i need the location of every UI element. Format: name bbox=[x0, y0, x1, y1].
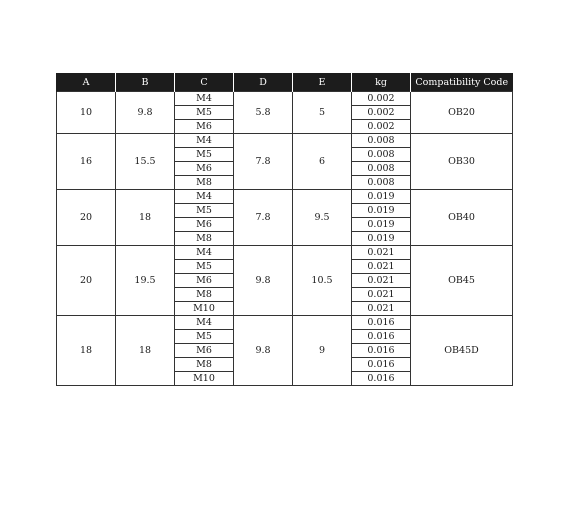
cell-b: 18 bbox=[116, 190, 175, 246]
cell-c: M5 bbox=[175, 106, 234, 120]
table-row bbox=[57, 316, 513, 330]
cell-d: 7.8 bbox=[234, 190, 293, 246]
cell-d: 5.8 bbox=[234, 92, 293, 134]
cell-kg: 0.008 bbox=[352, 134, 411, 148]
cell-e: 6 bbox=[293, 134, 352, 190]
cell-c: M6 bbox=[175, 344, 234, 358]
cell-d: 9.8 bbox=[234, 246, 293, 316]
cell-kg: 0.016 bbox=[352, 372, 411, 386]
cell-compatibility-code: OB40 bbox=[411, 190, 513, 246]
cell-d: 9.8 bbox=[234, 316, 293, 386]
header-a: A bbox=[57, 73, 116, 92]
cell-c: M4 bbox=[175, 246, 234, 260]
cell-compatibility-code: OB45D bbox=[411, 316, 513, 386]
cell-c: M6 bbox=[175, 162, 234, 176]
header-c: C bbox=[175, 73, 234, 92]
cell-kg: 0.008 bbox=[352, 148, 411, 162]
cell-e: 5 bbox=[293, 92, 352, 134]
cell-c: M8 bbox=[175, 358, 234, 372]
header-b: B bbox=[116, 73, 175, 92]
cell-kg: 0.002 bbox=[352, 106, 411, 120]
cell-e: 10.5 bbox=[293, 246, 352, 316]
cell-c: M8 bbox=[175, 232, 234, 246]
cell-c: M5 bbox=[175, 260, 234, 274]
cell-c: M4 bbox=[175, 134, 234, 148]
cell-c: M8 bbox=[175, 288, 234, 302]
cell-e: 9 bbox=[293, 316, 352, 386]
cell-kg: 0.021 bbox=[352, 246, 411, 260]
cell-c: M10 bbox=[175, 302, 234, 316]
cell-kg: 0.019 bbox=[352, 232, 411, 246]
cell-a: 10 bbox=[57, 92, 116, 134]
cell-kg: 0.016 bbox=[352, 344, 411, 358]
cell-e: 9.5 bbox=[293, 190, 352, 246]
cell-b: 19.5 bbox=[116, 246, 175, 316]
cell-a: 20 bbox=[57, 190, 116, 246]
cell-d: 7.8 bbox=[234, 134, 293, 190]
cell-a: 16 bbox=[57, 134, 116, 190]
cell-b: 18 bbox=[116, 316, 175, 386]
cell-c: M5 bbox=[175, 330, 234, 344]
cell-kg: 0.002 bbox=[352, 120, 411, 134]
cell-kg: 0.016 bbox=[352, 316, 411, 330]
cell-kg: 0.008 bbox=[352, 162, 411, 176]
cell-kg: 0.021 bbox=[352, 274, 411, 288]
header-kg: kg bbox=[352, 73, 411, 92]
cell-c: M4 bbox=[175, 316, 234, 330]
cell-a: 20 bbox=[57, 246, 116, 316]
spec-table bbox=[56, 73, 513, 386]
cell-kg: 0.019 bbox=[352, 190, 411, 204]
cell-c: M4 bbox=[175, 190, 234, 204]
cell-kg: 0.019 bbox=[352, 218, 411, 232]
cell-kg: 0.016 bbox=[352, 330, 411, 344]
cell-c: M8 bbox=[175, 176, 234, 190]
cell-kg: 0.019 bbox=[352, 204, 411, 218]
cell-compatibility-code: OB20 bbox=[411, 92, 513, 134]
table-row bbox=[57, 190, 513, 204]
cell-compatibility-code: OB45 bbox=[411, 246, 513, 316]
cell-c: M10 bbox=[175, 372, 234, 386]
header-d: D bbox=[234, 73, 293, 92]
cell-kg: 0.016 bbox=[352, 358, 411, 372]
cell-c: M5 bbox=[175, 204, 234, 218]
cell-kg: 0.021 bbox=[352, 302, 411, 316]
cell-c: M6 bbox=[175, 218, 234, 232]
cell-kg: 0.008 bbox=[352, 176, 411, 190]
cell-kg: 0.021 bbox=[352, 260, 411, 274]
header-row bbox=[57, 73, 513, 92]
cell-kg: 0.021 bbox=[352, 288, 411, 302]
table-row bbox=[57, 246, 513, 260]
table-row bbox=[57, 92, 513, 106]
cell-c: M5 bbox=[175, 148, 234, 162]
cell-c: M4 bbox=[175, 92, 234, 106]
cell-compatibility-code: OB30 bbox=[411, 134, 513, 190]
cell-kg: 0.002 bbox=[352, 92, 411, 106]
cell-c: M6 bbox=[175, 274, 234, 288]
table-row bbox=[57, 134, 513, 148]
cell-a: 18 bbox=[57, 316, 116, 386]
header-compatibility-code: Compatibility Code bbox=[411, 73, 513, 92]
header-e: E bbox=[293, 73, 352, 92]
cell-b: 9.8 bbox=[116, 92, 175, 134]
cell-c: M6 bbox=[175, 120, 234, 134]
spec-table-body bbox=[57, 92, 513, 386]
cell-b: 15.5 bbox=[116, 134, 175, 190]
